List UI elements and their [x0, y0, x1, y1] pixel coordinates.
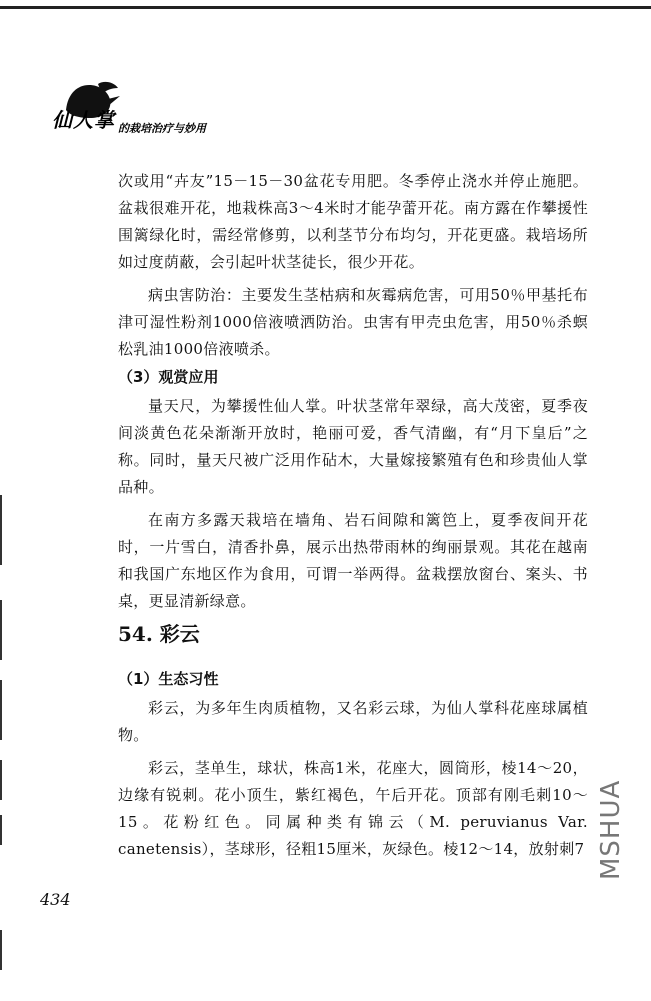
paragraph-fertilizing: 次或用“卉友”15－15－30盆花专用肥。冬季停止浇水并停止施肥。盆栽很难开花，地栽株高3～4米时才能孕蕾开花。南方露在作攀援性围篱绿化时，需经常修剪，以利茎节分布均匀，开花更盛。栽培场所如过度荫蔽，会引起叶状茎徒长，很少开花。: [118, 172, 588, 271]
subheading-ornamental-use: （3）观赏应用: [118, 368, 219, 386]
header-logo: [52, 80, 222, 140]
text-block-care: [118, 168, 588, 363]
text-block-ecology: [118, 666, 588, 863]
top-rule: [0, 6, 651, 9]
paragraph-ornamental-1: 量天尺，为攀援性仙人掌。叶状茎常年翠绿，高大茂密，夏季夜间淡黄色花朵渐渐开放时，艳丽可爱，香气清幽，有“月下皇后”之称。同时，量天尺被广泛用作砧木，大量嫁接繁殖有色和珍贵仙人掌品种。: [118, 397, 588, 496]
book-title: 仙人掌: [52, 108, 115, 132]
section-title: 54. 彩云: [118, 622, 200, 646]
scan-edge-mark: [0, 680, 2, 740]
paragraph-ecology-2: 彩云，茎单生，球状，株高1米，花座大，圆筒形，棱14～20，边缘有锐刺。花小顶生，紫红褐色，午后开花。顶部有刚毛刺10～15。花粉红色。同属种类有锦云（M. peruvianus Var. canetensis），茎球形，径粗15厘米，灰绿色。棱12～14，放射刺7: [118, 759, 588, 858]
scan-edge-mark: [0, 930, 2, 970]
page-number: 434: [40, 890, 71, 909]
scan-edge-mark: [0, 815, 2, 845]
scan-edge-mark: [0, 600, 2, 660]
book-subtitle: 的栽培治疗与妙用: [118, 122, 206, 135]
paragraph-ornamental-2: 在南方多露天栽培在墙角、岩石间隙和篱笆上，夏季夜间开花时，一片雪白，清香扑鼻，展示出热带雨林的绚丽景观。其花在越南和我国广东地区作为食用，可谓一举两得。盆栽摆放窗台、案头、书桌，更显清新绿意。: [118, 511, 588, 610]
subheading-ecology: （1）生态习性: [118, 670, 219, 688]
scan-edge-mark: [0, 760, 2, 800]
paragraph-pest-control: 病虫害防治：主要发生茎枯病和灰霉病危害，可用50％甲基托布津可湿性粉剂1000倍液喷洒防治。虫害有甲壳虫危害，用50％杀螟松乳油1000倍液喷杀。: [118, 286, 588, 358]
text-block-ornamental: [118, 364, 588, 615]
paragraph-ecology-1: 彩云，为多年生肉质植物，又名彩云球，为仙人掌科花座球属植物。: [118, 699, 588, 744]
scan-edge-mark: [0, 495, 2, 565]
watermark: MSHUA: [596, 779, 626, 880]
